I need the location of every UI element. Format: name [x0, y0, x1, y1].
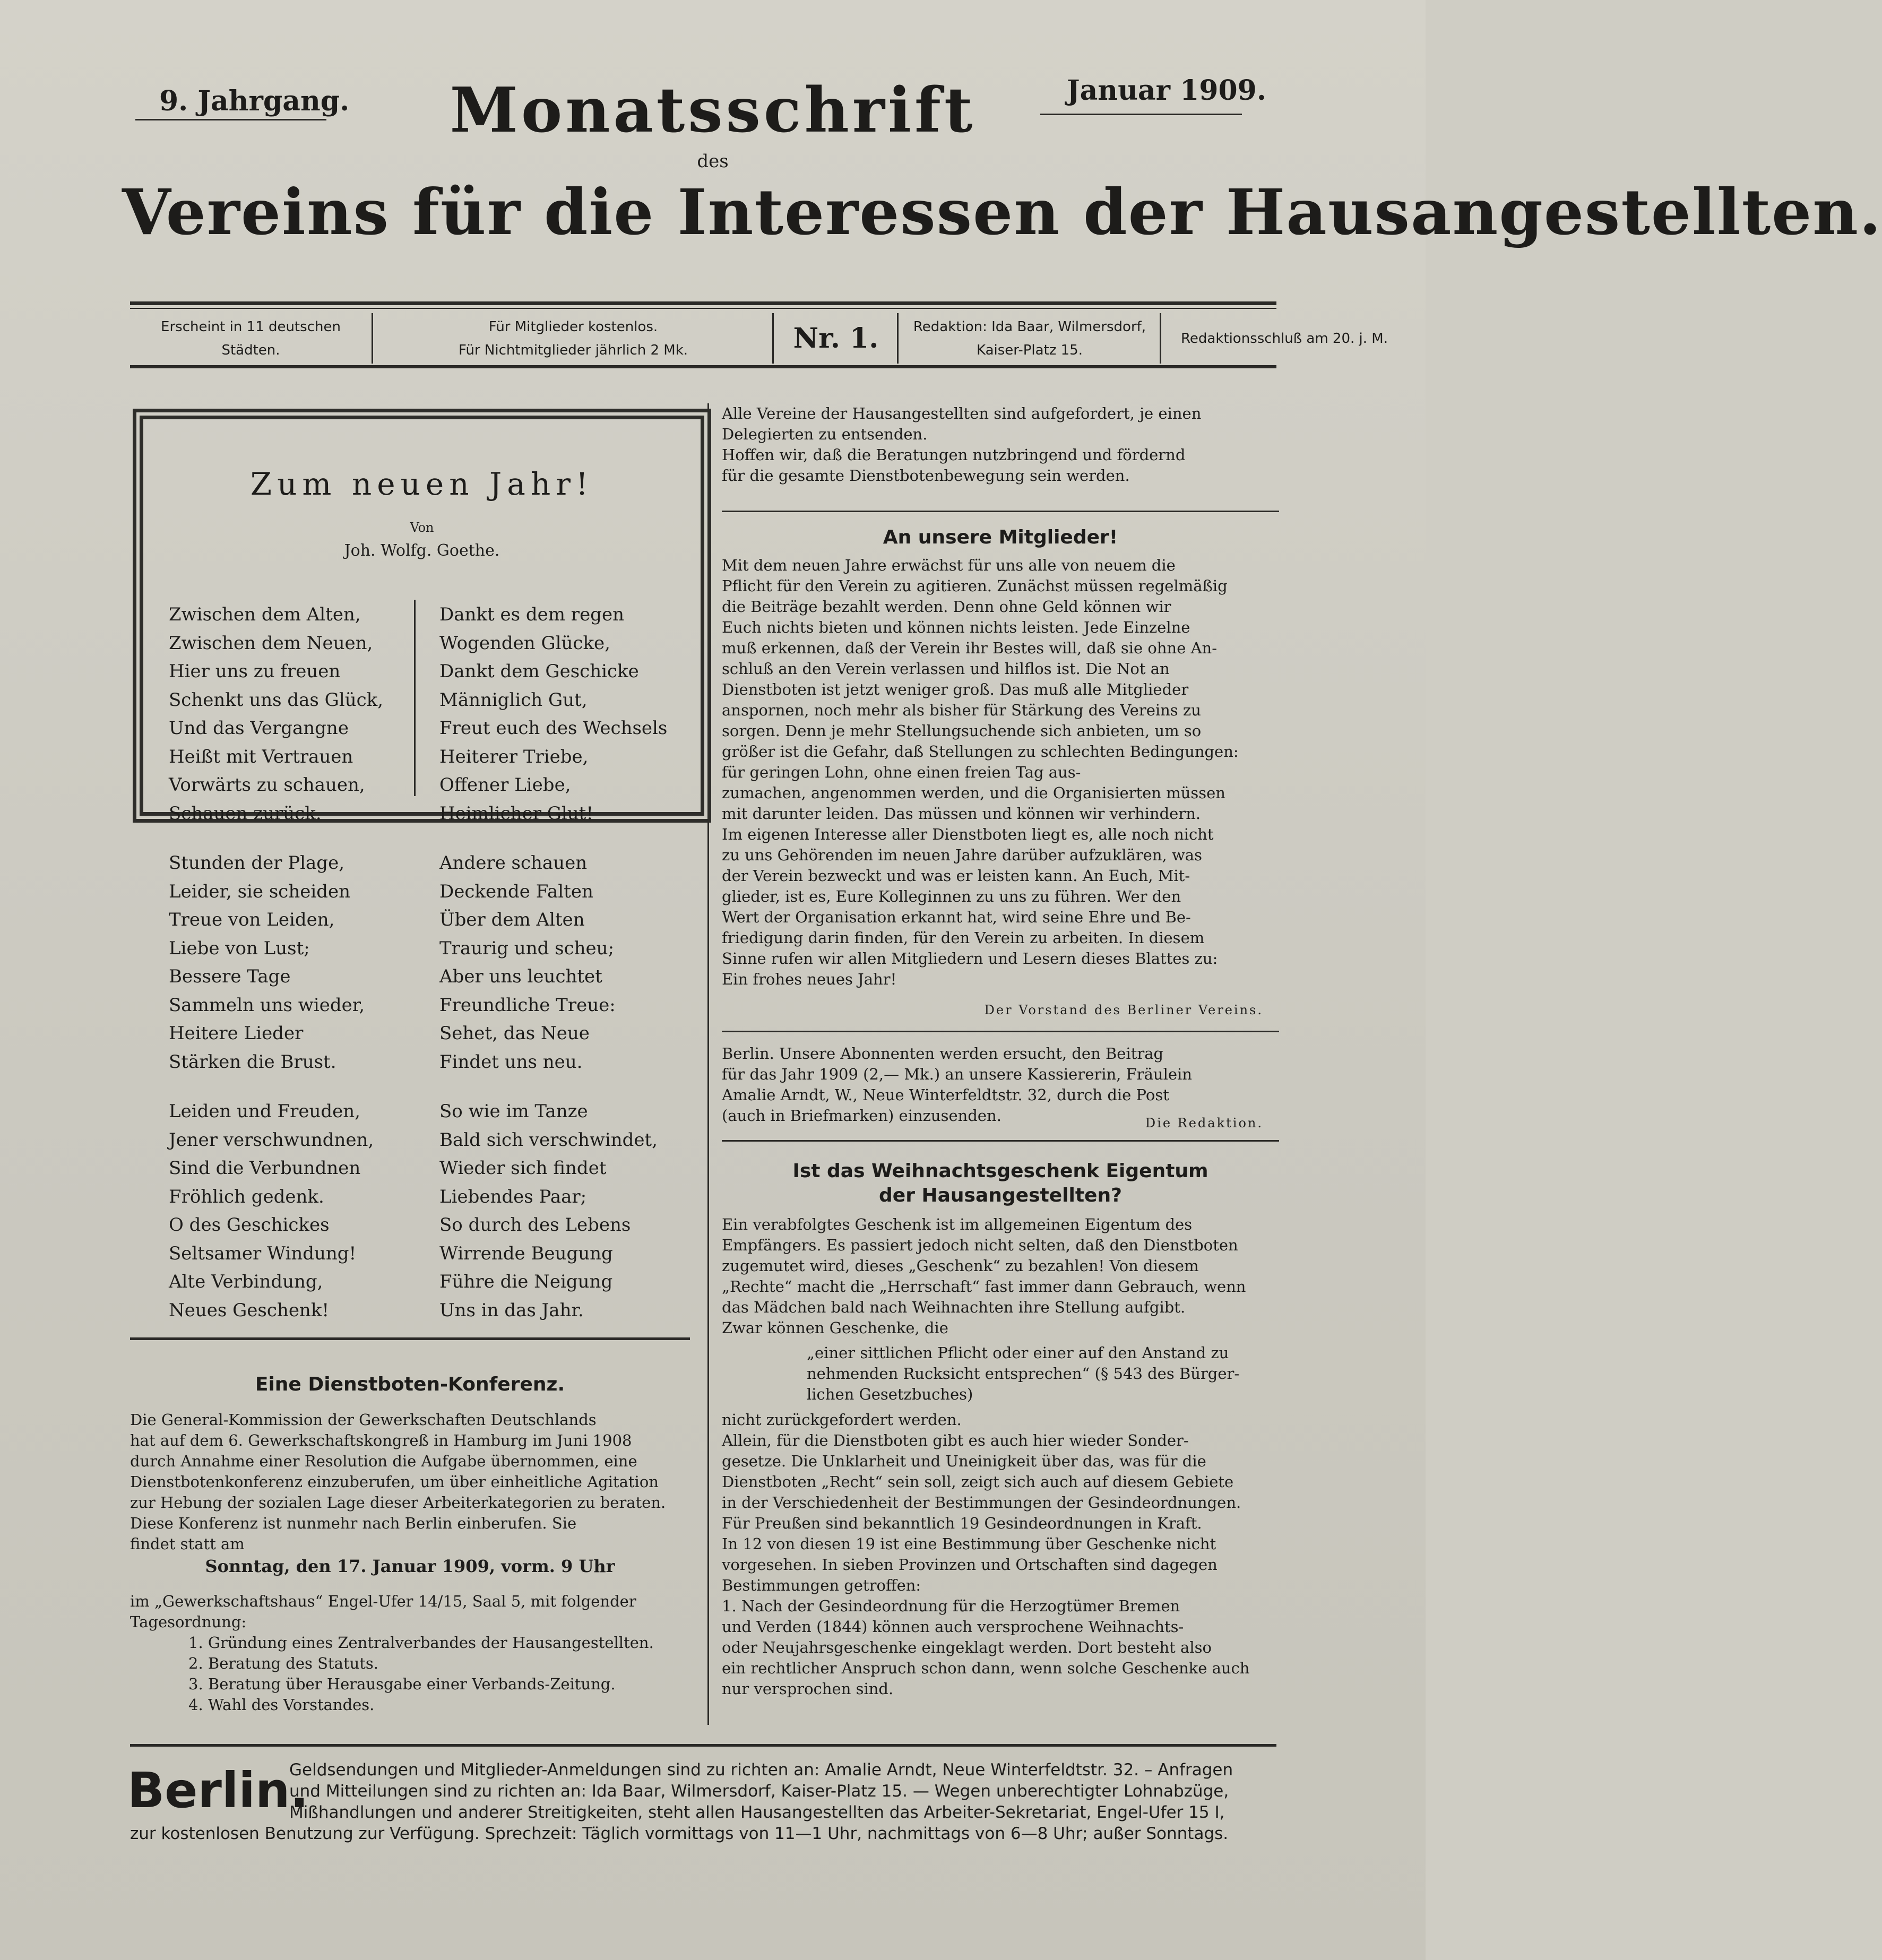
quote-line: „einer sittlichen Pflicht oder einer auf den Anstand zu	[807, 1344, 1229, 1362]
weihnacht-body-2	[722, 1410, 1279, 1699]
stanza-gap	[169, 828, 383, 849]
masthead-rule-bottom	[130, 365, 1276, 368]
poem-line: Heiterer Triebe,	[439, 746, 589, 767]
poem-line: Alte Verbindung,	[169, 1271, 323, 1292]
text-line: friedigung darin finden, für den Verein zu arbeiten. In diesem	[722, 929, 1205, 947]
masthead-rule-top	[130, 301, 1276, 305]
poem-line: Schenkt uns das Glück,	[169, 689, 384, 711]
agenda-item: 1. Gründung eines Zentralverbandes der Hausangestellten.	[188, 1634, 654, 1652]
text-line: nur versprochen sind.	[722, 1680, 894, 1698]
poem-line: Deckende Falten	[439, 880, 593, 902]
text-line: Wert der Organisation erkannt hat, wird seine Ehre und Be-	[722, 908, 1191, 926]
text-line: Sinne rufen wir allen Mitgliedern und Lesern dieses Blattes zu:	[722, 949, 1218, 968]
mitglieder-signature: Der Vorstand des Berliner Vereins.	[984, 1003, 1263, 1017]
text-line: Für Preußen sind bekanntlich 19 Gesindeordnungen in Kraft.	[722, 1514, 1202, 1532]
poem-line: Andere schauen	[439, 852, 588, 874]
text-line: schluß an den Verein verlassen und hilflos ist. Die Not an	[722, 660, 1170, 678]
text-line: Hoffen wir, daß die Beratungen nutzbringend und fördernd	[722, 446, 1186, 464]
poem-line: Bald sich verschwindet,	[439, 1129, 658, 1151]
poem-line: Liebe von Lust;	[169, 937, 310, 959]
intro-text	[722, 403, 1279, 486]
issue-date: Januar 1909.	[1067, 74, 1266, 107]
poem-line: Dankt dem Geschicke	[439, 661, 639, 682]
poem-line: So wie im Tanze	[439, 1101, 588, 1122]
footer-line-3: Mißhandlungen und anderer Streitigkeiten, steht allen Hausangestellten das Arbeiter-Sekretariat, Engel-Ufer 15 I,	[289, 1803, 1225, 1822]
poem-line: Heißt mit Vertrauen	[169, 746, 353, 767]
poem-line: Hier uns zu freuen	[169, 661, 341, 682]
poem-line: Traurig und scheu;	[439, 937, 615, 959]
poem-line: Neues Geschenk!	[169, 1299, 330, 1321]
section-rule	[722, 1140, 1279, 1142]
mitglieder-body	[722, 555, 1279, 990]
text-line: Allein, für die Dienstboten gibt es auch hier wieder Sonder-	[722, 1431, 1189, 1449]
text-line: in der Verschiedenheit der Bestimmungen der Gesindeordnungen.	[722, 1493, 1241, 1512]
text-line: ein rechtlicher Anspruch schon dann, wenn solche Geschenke auch	[722, 1659, 1250, 1677]
poem-title: Zum neuen Jahr!	[250, 466, 594, 502]
text-line: für das Jahr 1909 (2,— Mk.) an unsere Kassiererin, Fräulein	[722, 1065, 1192, 1083]
abonnenten-signature: Die Redaktion.	[1145, 1116, 1263, 1130]
poem-line: Zwischen dem Alten,	[169, 604, 361, 625]
poem-line: Sehet, das Neue	[439, 1023, 590, 1044]
poem-line: Freundliche Treue:	[439, 994, 616, 1016]
text-line: Dienstbotenkonferenz einzuberufen, um über einheitliche Agitation	[130, 1473, 659, 1491]
text-line: Dienstboten „Recht“ sein soll, zeigt sich auch auf diesem Gebiete	[722, 1473, 1234, 1491]
poem-left-stanzas	[169, 601, 383, 1325]
text-line: (auch in Briefmarken) einzusenden.	[722, 1107, 1002, 1125]
text-line: Tagesordnung:	[130, 1613, 247, 1631]
text-line: die Beiträge bezahlt werden. Denn ohne Geld können wir	[722, 598, 1171, 616]
text-line: glieder, ist es, Eure Kolleginnen zu uns zu führen. Wer den	[722, 887, 1181, 905]
poem-line: Stärken die Brust.	[169, 1051, 336, 1073]
poem-line: Sind die Verbundnen	[169, 1158, 361, 1179]
masthead-subtitle: Vereins für die Interessen der Hausangestellten.	[122, 175, 1882, 249]
text-line: Bestimmungen getroffen:	[722, 1576, 921, 1594]
text-line: zur Hebung der sozialen Lage dieser Arbeiterkategorien zu beraten.	[130, 1493, 666, 1512]
text-line: größer ist die Gefahr, daß Stellungen zu schlechten Bedingungen:	[722, 742, 1239, 761]
text-line: gesetze. Die Unklarheit und Uneinigkeit über das, was für die	[722, 1452, 1206, 1470]
info-divider	[897, 313, 899, 364]
weihnacht-heading: Ist das Weihnachtsgeschenk Eigentum der Hausangestellten?	[792, 1160, 1208, 1206]
poem-line: Sammeln uns wieder,	[169, 994, 365, 1016]
poem-line: Freut euch des Wechsels	[439, 718, 668, 739]
poem-line: Zwischen dem Neuen,	[169, 632, 373, 654]
info-divider	[772, 313, 774, 364]
text-line: Empfängers. Es passiert jedoch nicht selten, daß den Dienstboten	[722, 1236, 1238, 1254]
text-line: 1. Nach der Gesindeordnung für die Herzogtümer Bremen	[722, 1597, 1180, 1615]
poem-line: Uns in das Jahr.	[439, 1299, 584, 1321]
text-line: das Mädchen bald nach Weihnachten ihre Stellung aufgibt.	[722, 1298, 1186, 1316]
footer-line-1: Geldsendungen und Mitglieder-Anmeldungen sind zu richten an: Amalie Arndt, Neue Winterfeldtstr. 32. – Anfragen	[289, 1760, 1233, 1780]
footer-rule	[130, 1744, 1276, 1747]
text-line: Dienstboten ist jetzt weniger groß. Das muß alle Mitglieder	[722, 680, 1189, 698]
text-line: und Verden (1844) können auch versprochene Weihnachts-	[722, 1618, 1184, 1636]
stanza-gap	[439, 828, 667, 849]
konferenz-body	[130, 1410, 690, 1555]
poem-line: Treue von Leiden,	[169, 909, 335, 930]
info-divider	[372, 313, 373, 364]
poem-line: Liebendes Paar;	[439, 1186, 587, 1207]
poem-line: Stunden der Plage,	[169, 852, 345, 874]
poem-line: Dankt es dem regen	[439, 604, 624, 625]
konferenz-agenda	[188, 1633, 690, 1715]
text-line: oder Neujahrsgeschenke eingeklagt werden. Dort besteht also	[722, 1638, 1212, 1656]
poem-by: Von	[410, 520, 434, 535]
deadline-note: Redaktionsschluß am 20. j. M.	[1181, 330, 1388, 347]
masthead-title: Monatsschrift	[450, 74, 976, 146]
mitglieder-heading: An unsere Mitglieder!	[883, 526, 1118, 548]
cities-note: Erscheint in 11 deutschen Städten.	[161, 318, 341, 358]
price-note: Für Mitglieder kostenlos. Für Nichtmitglieder jährlich 2 Mk.	[458, 318, 688, 358]
text-line: zu uns Gehörenden im neuen Jahre darüber aufzuklären, was	[722, 846, 1202, 864]
text-line: anspornen, noch mehr als bisher für Stärkung des Vereins zu	[722, 701, 1201, 719]
section-rule	[722, 511, 1279, 512]
quote-line: lichen Gesetzbuches)	[807, 1385, 973, 1403]
text-line: Zwar können Geschenke, die	[722, 1319, 948, 1337]
poem-line: Fröhlich gedenk.	[169, 1186, 324, 1207]
text-line: für geringen Lohn, ohne einen freien Tag aus-	[722, 763, 1081, 781]
text-line: „Rechte“ macht die „Herrschaft“ fast immer dann Gebrauch, wenn	[722, 1277, 1246, 1296]
text-line: durch Annahme einer Resolution die Aufgabe übernommen, eine	[130, 1452, 637, 1470]
text-line: Ein verabfolgtes Geschenk ist im allgemeinen Eigentum des	[722, 1215, 1193, 1233]
text-line: Im eigenen Interesse aller Dienstboten liegt es, alle noch nicht	[722, 825, 1214, 843]
text-line: zumachen, angenommen werden, und die Organisierten müssen	[722, 784, 1225, 802]
info-bar	[130, 313, 1388, 364]
footer-line-2: und Mitteilungen sind zu richten an: Ida Baar, Wilmersdorf, Kaiser-Platz 15. — Wegen unberechtigter Lohnabzüge,	[289, 1782, 1229, 1801]
info-divider	[1160, 313, 1161, 364]
poem-line: Bessere Tage	[169, 966, 291, 987]
poem-line: Wogenden Glücke,	[439, 632, 610, 654]
poem-line: Offener Liebe,	[439, 774, 571, 796]
text-line: In 12 von diesen 19 ist eine Bestimmung über Geschenke nicht	[722, 1535, 1216, 1553]
text-line: der Verein bezweckt und was er leisten kann. An Euch, Mit-	[722, 867, 1190, 885]
agenda-item: 4. Wahl des Vorstandes.	[188, 1696, 375, 1714]
text-line: Pflicht für den Verein zu agitieren. Zunächst müssen regelmäßig	[722, 577, 1228, 595]
text-line: nicht zurückgefordert werden.	[722, 1411, 962, 1429]
poem-divider	[414, 600, 416, 796]
section-rule	[130, 1337, 690, 1340]
poem-line: Wieder sich findet	[439, 1158, 607, 1179]
poem-line: Heitere Lieder	[169, 1023, 304, 1044]
text-line: Mit dem neuen Jahre erwächst für uns alle von neuem die	[722, 556, 1176, 574]
quote-line: nehmenden Rucksicht entsprechen“ (§ 543 des Bürger-	[807, 1365, 1240, 1383]
text-line: hat auf dem 6. Gewerkschaftskongreß in Hamburg im Juni 1908	[130, 1431, 632, 1449]
agenda-item: 3. Beratung über Herausgabe einer Verbands-Zeitung.	[188, 1675, 616, 1693]
konferenz-heading: Eine Dienstboten-Konferenz.	[255, 1374, 565, 1395]
poem-line: Seltsamer Windung!	[169, 1242, 357, 1264]
agenda-item: 2. Beratung des Statuts.	[188, 1654, 379, 1672]
text-line: Die General-Kommission der Gewerkschaften Deutschlands	[130, 1411, 597, 1429]
poem-line: Findet uns neu.	[439, 1051, 583, 1073]
poem-right-stanzas	[439, 601, 667, 1325]
text-line: vorgesehen. In sieben Provinzen und Ortschaften sind dagegen	[722, 1556, 1218, 1574]
poem-author: Joh. Wolfg. Goethe.	[344, 541, 500, 560]
weihnacht-body	[722, 1214, 1279, 1339]
stanza-gap	[439, 1076, 667, 1098]
section-rule	[722, 1031, 1279, 1032]
poem-line: Männiglich Gut,	[439, 689, 588, 711]
masthead-rule-thin	[130, 308, 1276, 309]
poem-line: So durch des Lebens	[439, 1214, 631, 1236]
text-line: zugemutet wird, dieses „Geschenk“ zu bezahlen! Von diesem	[722, 1257, 1199, 1275]
poem-line: Wirrende Beugung	[439, 1242, 613, 1264]
weihnacht-quote	[807, 1343, 1279, 1405]
konferenz-after	[130, 1591, 690, 1633]
stanza-gap	[169, 1076, 383, 1098]
text-line: Ein frohes neues Jahr!	[722, 970, 897, 988]
poem-line: Leiden und Freuden,	[169, 1101, 360, 1122]
text-line: Amalie Arndt, W., Neue Winterfeldtstr. 32, durch die Post	[722, 1086, 1169, 1104]
text-line: im „Gewerkschaftshaus“ Engel-Ufer 14/15, Saal 5, mit folgender	[130, 1592, 636, 1610]
text-line: Berlin. Unsere Abonnenten werden ersucht, den Beitrag	[722, 1044, 1164, 1063]
konferenz-date-line: Sonntag, den 17. Januar 1909, vorm. 9 Uhr	[205, 1556, 615, 1576]
footer-city: Berlin.	[127, 1762, 309, 1819]
issue-number: Nr. 1.	[793, 322, 879, 355]
footer-line-4: zur kostenlosen Benutzung zur Verfügung. Sprechzeit: Täglich vormittags von 11—1 Uhr, nachmittags von 6—8 Uhr; außer Sonntags.	[130, 1824, 1229, 1843]
poem-line: O des Geschickes	[169, 1214, 330, 1236]
text-line: muß erkennen, daß der Verein ihr Bestes will, daß sie ohne An-	[722, 639, 1218, 657]
editor-note: Redaktion: Ida Baar, Wilmersdorf, Kaiser-Platz 15.	[913, 318, 1146, 358]
poem-line: Vorwärts zu schauen,	[169, 774, 365, 796]
poem-line: Leider, sie scheiden	[169, 880, 351, 902]
poem-line: Und das Vergangne	[169, 718, 349, 739]
text-line: findet statt am	[130, 1535, 245, 1553]
text-line: Delegierten zu entsenden.	[722, 425, 928, 443]
masthead-des: des	[697, 151, 729, 172]
poem-line: Über dem Alten	[439, 909, 585, 930]
volume-label: 9. Jahrgang.	[159, 85, 350, 117]
text-line: mit darunter leiden. Das müssen und können wir verhindern.	[722, 805, 1201, 823]
poem-line: Führe die Neigung	[439, 1271, 613, 1292]
text-line: Euch nichts bieten und können nichts leisten. Jede Einzelne	[722, 618, 1190, 636]
text-line: für die gesamte Dienstbotenbewegung sein werden.	[722, 467, 1130, 485]
abonnenten-body	[722, 1043, 1279, 1126]
poem-line: Schauen zurück.	[169, 802, 322, 824]
poem-line: Aber uns leuchtet	[439, 966, 602, 987]
poem-line: Heimlicher Glut!	[439, 802, 594, 824]
text-line: Diese Konferenz ist nunmehr nach Berlin einberufen. Sie	[130, 1514, 577, 1532]
text-line: Alle Vereine der Hausangestellten sind aufgefordert, je einen	[722, 404, 1202, 422]
text-line: sorgen. Denn je mehr Stellungsuchende sich anbieten, um so	[722, 722, 1202, 740]
poem-line: Jener verschwundnen,	[169, 1129, 374, 1151]
